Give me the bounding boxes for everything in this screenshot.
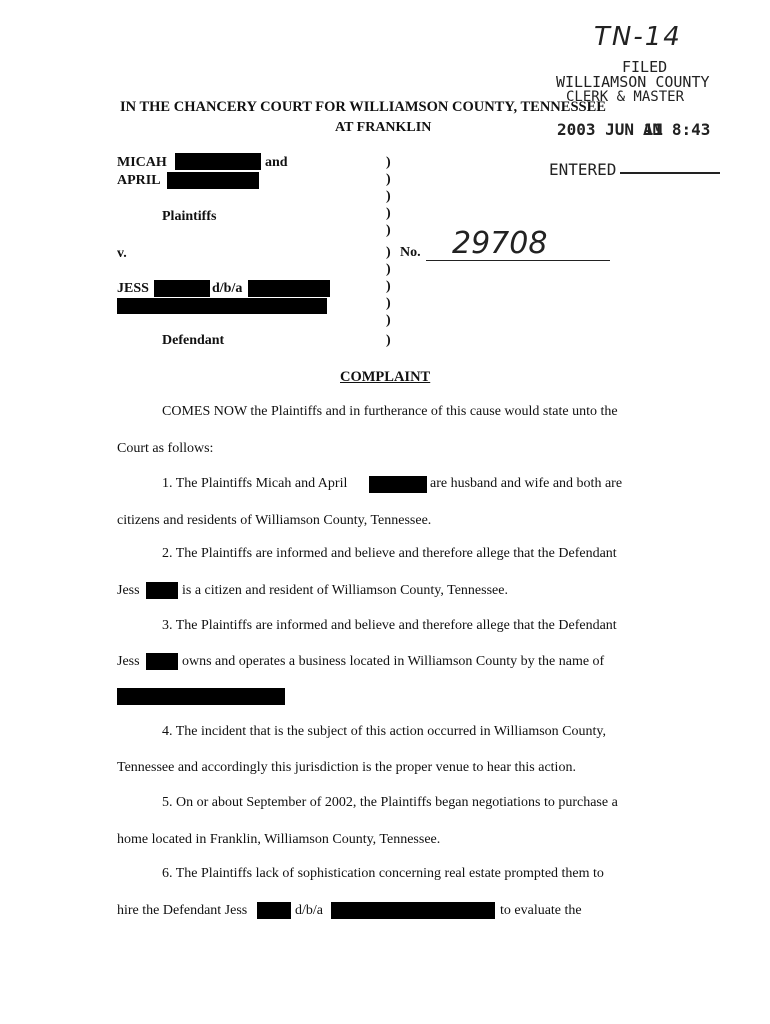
para-6-line-2a: hire the Defendant Jess [117, 903, 248, 918]
caption-paren: ) [386, 206, 391, 221]
caption-paren: ) [386, 279, 391, 294]
redaction-defendant-surname-p6 [257, 902, 291, 919]
plaintiff-1-name: MICAH [117, 155, 167, 170]
case-number-label: No. [400, 245, 421, 260]
caption-paren: ) [386, 245, 391, 260]
case-number: 29708 [452, 226, 548, 261]
redaction-defendant-surname-p3 [146, 653, 178, 670]
stamp-filed: FILED [622, 58, 668, 76]
redaction-plaintiffs-surname [369, 476, 427, 493]
para-1-line-2: citizens and residents of Williamson County, Tennessee. [117, 513, 432, 528]
defendant-name: JESS [117, 281, 149, 296]
para-1-line-1a: 1. The Plaintiffs Micah and April [162, 476, 348, 491]
caption-paren: ) [386, 333, 391, 348]
para-5-line-2: home located in Franklin, Williamson County, Tennessee. [117, 832, 441, 847]
plaintiffs-label: Plaintiffs [162, 209, 217, 224]
para-3-line-2b: owns and operates a business located in Williamson County by the name of [182, 654, 605, 669]
entered-line [620, 172, 720, 174]
para-6-line-1: 6. The Plaintiffs lack of sophistication concerning real estate prompted them to [162, 866, 604, 881]
caption-paren: ) [386, 313, 391, 328]
versus: v. [117, 246, 127, 261]
stamp-county: WILLIAMSON COUNTY [556, 73, 710, 91]
stamp-time: AM 8:43 [643, 120, 711, 139]
caption-paren: ) [386, 189, 391, 204]
intro-line-1: COMES NOW the Plaintiffs and in furtherance of this cause would state unto the [162, 404, 618, 419]
para-6-line-2c: to evaluate the [500, 903, 582, 918]
redaction-business-name-p6 [331, 902, 495, 919]
para-3-line-1: 3. The Plaintiffs are informed and believe and therefore allege that the Defendant [162, 618, 617, 633]
court-location: AT FRANKLIN [335, 120, 432, 135]
para-2-line-2a: Jess [117, 583, 140, 598]
stamp-entered: ENTERED [549, 160, 617, 179]
redaction-business-name-1 [248, 280, 330, 297]
court-title: IN THE CHANCERY COURT FOR WILLIAMSON COUNTY, TENNESSEE [120, 99, 606, 115]
caption-paren: ) [386, 172, 391, 187]
document-heading: COMPLAINT [340, 369, 431, 385]
stamp-date: 2003 JUN 11 [557, 120, 663, 139]
intro-line-2: Court as follows: [117, 441, 214, 456]
para-2-line-2b: is a citizen and resident of Williamson County, Tennessee. [182, 583, 508, 598]
caption-paren: ) [386, 296, 391, 311]
para-5-line-1: 5. On or about September of 2002, the Plaintiffs began negotiations to purchase a [162, 795, 618, 810]
caption-and: and [265, 155, 288, 170]
caption-paren: ) [386, 155, 391, 170]
para-4-line-2: Tennessee and accordingly this jurisdiction is the proper venue to hear this action. [117, 760, 576, 775]
defendant-dba: d/b/a [212, 281, 243, 296]
redaction-defendant-surname [154, 280, 210, 297]
para-1-line-1b: are husband and wife and both are [430, 476, 623, 491]
redaction-plaintiff-1-surname [175, 153, 261, 170]
handwritten-case-code: TN-14 [594, 22, 682, 52]
plaintiff-2-name: APRIL [117, 173, 161, 188]
caption-paren: ) [386, 262, 391, 277]
defendant-label: Defendant [162, 333, 225, 348]
para-2-line-1: 2. The Plaintiffs are informed and believe and therefore allege that the Defendant [162, 546, 617, 561]
redaction-defendant-surname-p2 [146, 582, 178, 599]
para-3-line-2a: Jess [117, 654, 140, 669]
caption-paren: ) [386, 223, 391, 238]
redaction-plaintiff-2-surname [167, 172, 259, 189]
redaction-business-name-2 [117, 298, 327, 314]
para-6-line-2b: d/b/a [295, 903, 323, 918]
para-4-line-1: 4. The incident that is the subject of this action occurred in Williamson County, [162, 724, 606, 739]
stamp-clerk: CLERK & MASTER [566, 89, 685, 105]
redaction-business-name-p3 [117, 688, 285, 705]
